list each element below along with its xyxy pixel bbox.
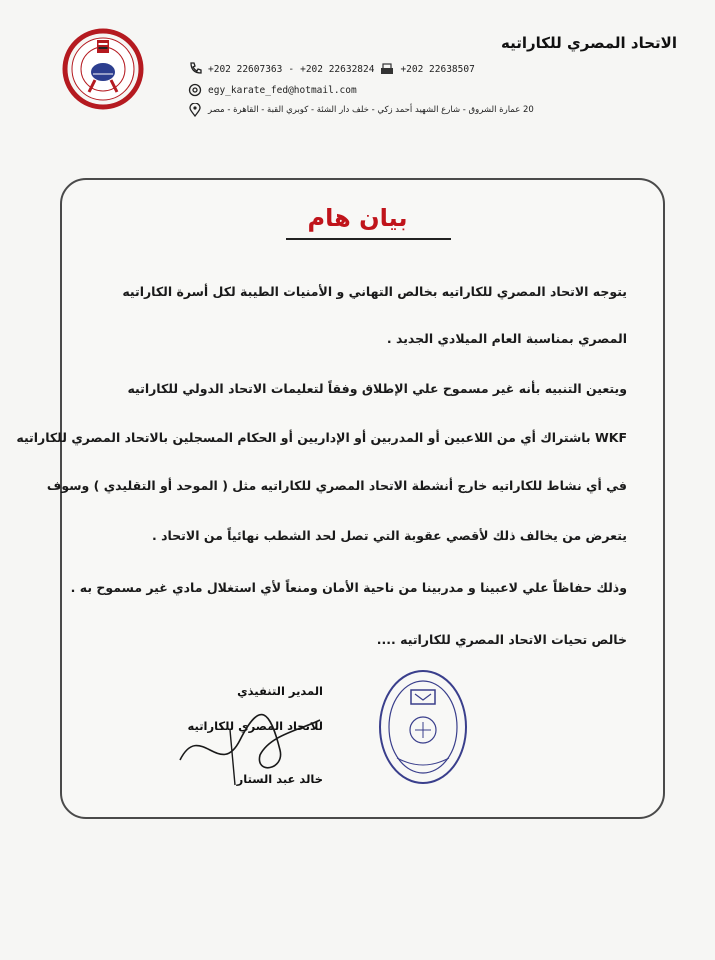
- statement-line: WKF باشتراك أي من اللاعبين أو المدربين أو الإداريين أو الحكام المسجلين بالاتحاد المصري للكاراتيه: [16, 430, 627, 445]
- statement-line: في أي نشاط للكاراتيه خارج أنشطة الاتحاد المصري للكاراتيه مثل ( الموحد أو التقليدي ) وسوف: [46, 478, 627, 493]
- phone-number-1: +202 22607363: [208, 63, 283, 75]
- statement-line: يتعرض من يخالف ذلك لأقصي عقوبة التي تصل لحد الشطب نهائياً من الاتحاد .: [151, 528, 627, 543]
- statement-line: المصري بمناسبة العام الميلادي الجديد .: [386, 331, 627, 346]
- contact-phones: [188, 62, 475, 76]
- signatory-organization: للاتحاد المصري للكاراتيه: [187, 719, 323, 733]
- official-stamp: [377, 668, 469, 786]
- address-text: 20 عمارة الشروق - شارع الشهيد أحمد زكي - خلف دار الشئة - كوبري القبة - القاهرة - مصر: [208, 105, 534, 115]
- contact-email: [188, 83, 357, 97]
- statement-title: بيان هام: [307, 204, 408, 232]
- statement-line: وذلك حفاظاً علي لاعبينا و مدربينا من ناحية الأمان ومنعاً لأي استغلال مادي غير مسموح به .: [70, 580, 627, 595]
- handwritten-signature: [160, 700, 330, 790]
- title-underline: [286, 238, 451, 240]
- fax-icon: [380, 62, 394, 76]
- statement-frame: [16, 178, 665, 819]
- phone-icon: [188, 62, 202, 76]
- statement-line: يتوجه الاتحاد المصري للكاراتيه بخالص التهاني و الأمنيات الطيبة لكل أسرة الكاراتيه: [122, 284, 627, 299]
- phone-number-2: +202 22632824: [300, 63, 375, 75]
- signatory-name: خالد عبد الستار: [236, 772, 323, 786]
- federation-logo: [62, 28, 144, 110]
- statement-line: ويتعين التنبيه بأنه غير مسموح علي الإطلاق وفقاً لتعليمات الاتحاد الدولي للكاراتيه: [127, 381, 627, 396]
- contact-address: [188, 103, 534, 117]
- email-address: egy_karate_fed@hotmail.com: [208, 84, 357, 96]
- separator: -: [288, 63, 295, 75]
- fax-number: +202 22638507: [400, 63, 475, 75]
- organization-name: الاتحاد المصري للكاراتيه: [501, 34, 677, 52]
- location-pin-icon: [188, 103, 202, 117]
- signatory-role: المدير التنفيذي: [237, 684, 323, 698]
- closing-greeting: خالص تحيات الاتحاد المصري للكاراتيه ....: [376, 632, 627, 647]
- at-icon: [188, 83, 202, 97]
